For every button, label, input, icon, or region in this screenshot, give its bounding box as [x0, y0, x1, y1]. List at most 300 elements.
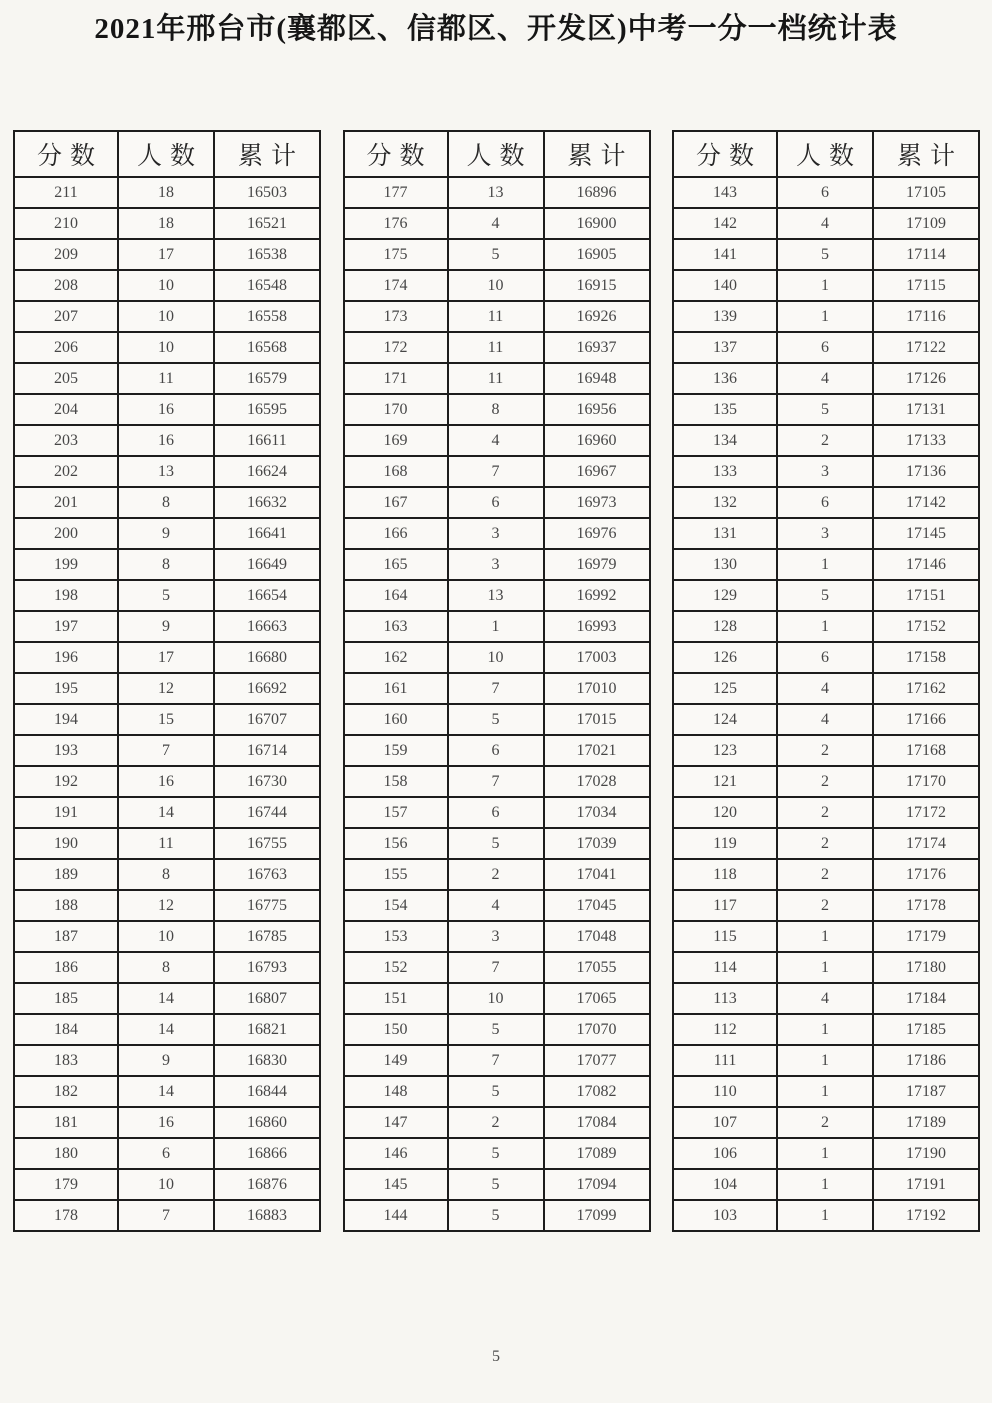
table-row [14, 735, 320, 766]
score-cell: 174 [344, 270, 448, 301]
count-cell: 14 [118, 1014, 214, 1045]
score-cell: 152 [344, 952, 448, 983]
count-cell: 7 [448, 673, 544, 704]
table-row [673, 332, 979, 363]
table-row [344, 1169, 650, 1200]
cumulative-cell: 17048 [544, 921, 650, 952]
score-cell: 125 [673, 673, 777, 704]
table-row [14, 332, 320, 363]
count-cell: 17 [118, 239, 214, 270]
table-row [673, 704, 979, 735]
cumulative-cell: 17184 [873, 983, 979, 1014]
score-cell: 197 [14, 611, 118, 642]
count-cell: 9 [118, 518, 214, 549]
score-cell: 182 [14, 1076, 118, 1107]
table-row [673, 642, 979, 673]
cumulative-cell: 16624 [214, 456, 320, 487]
table-row [14, 797, 320, 828]
table-row [344, 921, 650, 952]
cumulative-cell: 17082 [544, 1076, 650, 1107]
score-cell: 111 [673, 1045, 777, 1076]
score-cell: 176 [344, 208, 448, 239]
score-cell: 171 [344, 363, 448, 394]
table-row [344, 425, 650, 456]
table-row [344, 735, 650, 766]
cumulative-cell: 16558 [214, 301, 320, 332]
score-cell: 168 [344, 456, 448, 487]
count-cell: 8 [118, 487, 214, 518]
table-row [344, 518, 650, 549]
header-row [344, 131, 650, 177]
count-cell: 10 [448, 983, 544, 1014]
count-cell: 1 [777, 1200, 873, 1231]
table-row [344, 1014, 650, 1045]
cumulative-cell: 16641 [214, 518, 320, 549]
score-cell: 183 [14, 1045, 118, 1076]
table-row [344, 239, 650, 270]
table-row [673, 394, 979, 425]
count-cell: 12 [118, 890, 214, 921]
table-row [344, 394, 650, 425]
score-cell: 104 [673, 1169, 777, 1200]
score-cell: 189 [14, 859, 118, 890]
score-cell: 164 [344, 580, 448, 611]
cumulative-cell: 16654 [214, 580, 320, 611]
table-row [14, 890, 320, 921]
score-cell: 194 [14, 704, 118, 735]
score-cell: 145 [344, 1169, 448, 1200]
table-row [14, 1014, 320, 1045]
table-row [673, 270, 979, 301]
count-cell: 5 [448, 1200, 544, 1231]
score-cell: 142 [673, 208, 777, 239]
count-cell: 1 [777, 952, 873, 983]
count-cell: 8 [118, 859, 214, 890]
score-cell: 188 [14, 890, 118, 921]
count-cell: 6 [448, 797, 544, 828]
cumulative-cell: 17039 [544, 828, 650, 859]
cumulative-cell: 17170 [873, 766, 979, 797]
cumulative-cell: 16876 [214, 1169, 320, 1200]
cumulative-cell: 16595 [214, 394, 320, 425]
table-row [344, 983, 650, 1014]
score-cell: 167 [344, 487, 448, 518]
cumulative-cell: 17166 [873, 704, 979, 735]
score-cell: 115 [673, 921, 777, 952]
count-cell: 5 [448, 1014, 544, 1045]
cumulative-cell: 17162 [873, 673, 979, 704]
score-cell: 159 [344, 735, 448, 766]
count-cell: 1 [448, 611, 544, 642]
score-cell: 181 [14, 1107, 118, 1138]
tables-container [13, 130, 980, 1232]
cumulative-cell: 17070 [544, 1014, 650, 1045]
score-cell: 157 [344, 797, 448, 828]
score-cell: 204 [14, 394, 118, 425]
table-row [344, 332, 650, 363]
score-cell: 120 [673, 797, 777, 828]
score-cell: 135 [673, 394, 777, 425]
table-row [344, 363, 650, 394]
cumulative-cell: 16915 [544, 270, 650, 301]
score-cell: 130 [673, 549, 777, 580]
count-cell: 7 [448, 456, 544, 487]
count-cell: 11 [118, 828, 214, 859]
count-cell: 11 [118, 363, 214, 394]
count-cell: 11 [448, 301, 544, 332]
cumulative-cell: 16632 [214, 487, 320, 518]
count-cell: 10 [118, 270, 214, 301]
cumulative-cell: 17185 [873, 1014, 979, 1045]
cumulative-cell: 16926 [544, 301, 650, 332]
cumulative-cell: 16821 [214, 1014, 320, 1045]
count-cell: 7 [448, 766, 544, 797]
count-cell: 1 [777, 270, 873, 301]
table-row [673, 425, 979, 456]
cumulative-cell: 16714 [214, 735, 320, 766]
count-cell: 9 [118, 1045, 214, 1076]
cumulative-cell: 17126 [873, 363, 979, 394]
cumulative-cell: 16611 [214, 425, 320, 456]
table-body [14, 177, 320, 1231]
table-row [14, 487, 320, 518]
count-cell: 10 [118, 301, 214, 332]
cumulative-cell: 17168 [873, 735, 979, 766]
count-cell: 4 [777, 208, 873, 239]
cumulative-cell: 16860 [214, 1107, 320, 1138]
cumulative-cell: 16680 [214, 642, 320, 673]
table-row [344, 766, 650, 797]
count-cell: 6 [448, 487, 544, 518]
score-cell: 177 [344, 177, 448, 208]
table-row [673, 921, 979, 952]
score-cell: 192 [14, 766, 118, 797]
table-row [344, 859, 650, 890]
score-cell: 132 [673, 487, 777, 518]
table-row [344, 1107, 650, 1138]
score-cell: 153 [344, 921, 448, 952]
score-cell: 112 [673, 1014, 777, 1045]
cumulative-cell: 17178 [873, 890, 979, 921]
table-row [673, 239, 979, 270]
table-row [14, 952, 320, 983]
cumulative-cell: 17041 [544, 859, 650, 890]
table-row [344, 673, 650, 704]
table-row [344, 1045, 650, 1076]
table-row [14, 208, 320, 239]
cumulative-cell: 17089 [544, 1138, 650, 1169]
cumulative-cell: 16960 [544, 425, 650, 456]
score-cell: 123 [673, 735, 777, 766]
count-cell: 4 [448, 208, 544, 239]
score-cell: 139 [673, 301, 777, 332]
score-cell: 124 [673, 704, 777, 735]
table-row [14, 983, 320, 1014]
header-row [673, 131, 979, 177]
score-cell: 206 [14, 332, 118, 363]
score-cell: 179 [14, 1169, 118, 1200]
score-cell: 169 [344, 425, 448, 456]
cumulative-cell: 16763 [214, 859, 320, 890]
table-row [344, 580, 650, 611]
table-row [673, 301, 979, 332]
score-cell: 155 [344, 859, 448, 890]
count-cell: 5 [448, 1169, 544, 1200]
count-cell: 1 [777, 1138, 873, 1169]
score-cell: 209 [14, 239, 118, 270]
table-row [344, 797, 650, 828]
table-row [673, 1169, 979, 1200]
count-cell: 5 [777, 239, 873, 270]
count-cell: 6 [777, 487, 873, 518]
table-row [673, 673, 979, 704]
count-cell: 1 [777, 1045, 873, 1076]
table-row [14, 828, 320, 859]
count-cell: 2 [777, 425, 873, 456]
table-row [344, 208, 650, 239]
score-cell: 165 [344, 549, 448, 580]
score-cell: 162 [344, 642, 448, 673]
table-row [14, 766, 320, 797]
count-cell: 2 [777, 735, 873, 766]
score-cell: 107 [673, 1107, 777, 1138]
count-cell: 2 [777, 766, 873, 797]
cumulative-cell: 17186 [873, 1045, 979, 1076]
table-row [14, 394, 320, 425]
cumulative-cell: 17003 [544, 642, 650, 673]
count-cell: 6 [448, 735, 544, 766]
score-cell: 199 [14, 549, 118, 580]
count-cell: 4 [777, 983, 873, 1014]
cumulative-cell: 17189 [873, 1107, 979, 1138]
table-row [14, 673, 320, 704]
cumulative-cell: 16900 [544, 208, 650, 239]
cumulative-cell: 16979 [544, 549, 650, 580]
cumulative-cell: 16807 [214, 983, 320, 1014]
score-cell: 140 [673, 270, 777, 301]
score-cell: 166 [344, 518, 448, 549]
table-row [673, 828, 979, 859]
score-cell: 185 [14, 983, 118, 1014]
cumulative-cell: 17176 [873, 859, 979, 890]
cumulative-cell: 16707 [214, 704, 320, 735]
table-row [344, 611, 650, 642]
cumulative-cell: 16568 [214, 332, 320, 363]
cumulative-cell: 16649 [214, 549, 320, 580]
score-cell: 198 [14, 580, 118, 611]
table-row [344, 177, 650, 208]
count-cell: 10 [448, 270, 544, 301]
count-cell: 4 [777, 363, 873, 394]
count-cell: 4 [777, 673, 873, 704]
count-cell: 1 [777, 1076, 873, 1107]
page-number: 5 [492, 1348, 500, 1365]
table-row [673, 859, 979, 890]
score-cell: 163 [344, 611, 448, 642]
score-cell: 180 [14, 1138, 118, 1169]
count-cell: 9 [118, 611, 214, 642]
cumulative-cell: 16755 [214, 828, 320, 859]
score-cell: 117 [673, 890, 777, 921]
score-cell: 137 [673, 332, 777, 363]
count-cell: 15 [118, 704, 214, 735]
score-cell: 173 [344, 301, 448, 332]
cumulative-cell: 17191 [873, 1169, 979, 1200]
count-cell: 2 [777, 1107, 873, 1138]
table-row [14, 518, 320, 549]
score-cell: 149 [344, 1045, 448, 1076]
cumulative-cell: 17187 [873, 1076, 979, 1107]
table-row [673, 735, 979, 766]
count-cell: 18 [118, 208, 214, 239]
count-cell: 18 [118, 177, 214, 208]
count-cell: 6 [777, 177, 873, 208]
cumulative-cell: 17122 [873, 332, 979, 363]
table-row [14, 1200, 320, 1231]
table-row [14, 239, 320, 270]
score-cell: 184 [14, 1014, 118, 1045]
cumulative-cell: 17116 [873, 301, 979, 332]
cumulative-cell: 16905 [544, 239, 650, 270]
cumulative-cell: 16579 [214, 363, 320, 394]
cumulative-cell: 17131 [873, 394, 979, 425]
count-cell: 13 [118, 456, 214, 487]
table-row [344, 952, 650, 983]
count-cell: 3 [777, 456, 873, 487]
score-cell: 151 [344, 983, 448, 1014]
table-row [14, 1076, 320, 1107]
table-header [344, 131, 650, 177]
count-cell: 17 [118, 642, 214, 673]
table-row [14, 549, 320, 580]
cumulative-cell: 17133 [873, 425, 979, 456]
score-table-3 [672, 130, 980, 1232]
score-cell: 114 [673, 952, 777, 983]
count-cell: 6 [777, 642, 873, 673]
table-row [673, 1014, 979, 1045]
score-cell: 186 [14, 952, 118, 983]
table-row [14, 1045, 320, 1076]
count-cell: 3 [777, 518, 873, 549]
cumulative-cell: 17142 [873, 487, 979, 518]
table-row [14, 611, 320, 642]
count-cell: 5 [448, 828, 544, 859]
count-cell: 14 [118, 797, 214, 828]
table-row [344, 549, 650, 580]
table-row [14, 580, 320, 611]
cumulative-cell: 16956 [544, 394, 650, 425]
score-cell: 133 [673, 456, 777, 487]
count-cell: 2 [448, 1107, 544, 1138]
cumulative-cell: 17034 [544, 797, 650, 828]
cumulative-cell: 16503 [214, 177, 320, 208]
cumulative-cell: 17114 [873, 239, 979, 270]
count-cell: 8 [118, 952, 214, 983]
cumulative-cell: 16866 [214, 1138, 320, 1169]
cumulative-cell: 16538 [214, 239, 320, 270]
count-cell: 5 [448, 1138, 544, 1169]
count-cell: 5 [448, 239, 544, 270]
score-cell: 128 [673, 611, 777, 642]
table-row [344, 828, 650, 859]
table-row [14, 642, 320, 673]
count-cell: 1 [777, 549, 873, 580]
table-row [14, 456, 320, 487]
table-row [14, 270, 320, 301]
column-header: 人数 [118, 131, 214, 177]
cumulative-cell: 17094 [544, 1169, 650, 1200]
score-cell: 103 [673, 1200, 777, 1231]
score-cell: 187 [14, 921, 118, 952]
score-cell: 191 [14, 797, 118, 828]
table-header [14, 131, 320, 177]
count-cell: 16 [118, 1107, 214, 1138]
cumulative-cell: 16896 [544, 177, 650, 208]
table-row [673, 1200, 979, 1231]
count-cell: 11 [448, 363, 544, 394]
table-row [344, 704, 650, 735]
count-cell: 5 [448, 704, 544, 735]
score-table-2 [343, 130, 651, 1232]
count-cell: 16 [118, 394, 214, 425]
cumulative-cell: 16744 [214, 797, 320, 828]
cumulative-cell: 17172 [873, 797, 979, 828]
count-cell: 3 [448, 549, 544, 580]
cumulative-cell: 17180 [873, 952, 979, 983]
table-row [673, 549, 979, 580]
cumulative-cell: 17099 [544, 1200, 650, 1231]
cumulative-cell: 17077 [544, 1045, 650, 1076]
cumulative-cell: 17015 [544, 704, 650, 735]
count-cell: 16 [118, 425, 214, 456]
table-row [14, 921, 320, 952]
cumulative-cell: 17190 [873, 1138, 979, 1169]
count-cell: 7 [448, 1045, 544, 1076]
count-cell: 10 [118, 1169, 214, 1200]
count-cell: 2 [777, 828, 873, 859]
table-row [673, 487, 979, 518]
score-cell: 208 [14, 270, 118, 301]
score-cell: 161 [344, 673, 448, 704]
column-header: 累计 [214, 131, 320, 177]
count-cell: 8 [118, 549, 214, 580]
count-cell: 14 [118, 983, 214, 1014]
table-row [14, 301, 320, 332]
table-row [344, 890, 650, 921]
cumulative-cell: 16663 [214, 611, 320, 642]
count-cell: 1 [777, 301, 873, 332]
cumulative-cell: 16883 [214, 1200, 320, 1231]
table-row [673, 611, 979, 642]
count-cell: 4 [448, 425, 544, 456]
page-title: 2021年邢台市(襄都区、信都区、开发区)中考一分一档统计表 [94, 13, 898, 45]
cumulative-cell: 17084 [544, 1107, 650, 1138]
cumulative-cell: 16548 [214, 270, 320, 301]
score-cell: 156 [344, 828, 448, 859]
cumulative-cell: 17028 [544, 766, 650, 797]
cumulative-cell: 16948 [544, 363, 650, 394]
column-header: 人数 [448, 131, 544, 177]
table-row [14, 1107, 320, 1138]
count-cell: 6 [118, 1138, 214, 1169]
score-cell: 190 [14, 828, 118, 859]
table-row [14, 363, 320, 394]
count-cell: 3 [448, 921, 544, 952]
score-cell: 134 [673, 425, 777, 456]
count-cell: 16 [118, 766, 214, 797]
cumulative-cell: 16992 [544, 580, 650, 611]
score-cell: 119 [673, 828, 777, 859]
